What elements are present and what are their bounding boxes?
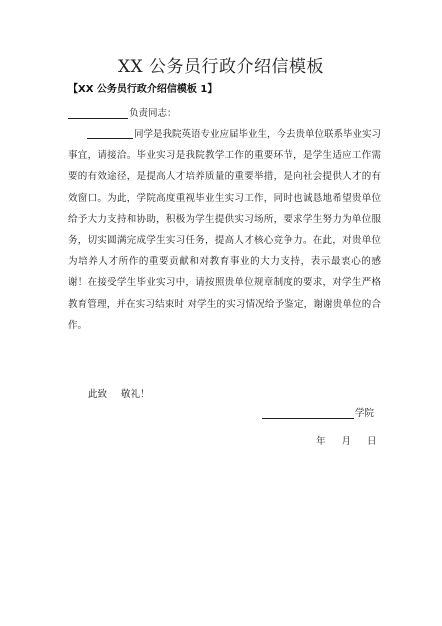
date-year: 年 (316, 436, 326, 447)
document-title: XX 公务员行政介绍信模板 (117, 57, 325, 77)
date-line (316, 433, 377, 447)
date-day: 日 (367, 436, 377, 447)
school-name-blank-line (262, 407, 354, 419)
salutation-text: 负责同志： (129, 108, 177, 119)
date-month: 月 (341, 436, 352, 447)
template-subtitle: 【XX 公务员行政介绍信模板 1】 (68, 84, 218, 95)
signature (262, 405, 374, 419)
salutation (68, 105, 177, 119)
signature-suffix: 学院 (355, 408, 375, 419)
letter-body-text: 同学是我院英语专业应届毕业生，今去贵单位联系毕业实习事宜，请接洽。毕业实习是我院教学工作的重要环节，是学生适应工作需要的有效途径，是提高人才培养质量的重要举措，是向社会提供人才的有效窗口。为此，学院高度重视毕业生实习工作，同时也诚恳地希望贵单位给予大力支持和协助，积极为学生提供实习场所，要求学生努力为单位服务，切实圆满完成学生实习任务，提高人才核心竞争力。在此，对贵单位为培养人才所作的重要贡献和对教育事业的大力支持，表示最衷心的感谢！在接受学生毕业实习中，请按照贵单位规章制度的要求，对学生严格教育管理，并在实习结束时 对学生的实习情况给予鉴定，谢谢贵单位的合作。 (68, 129, 382, 331)
student-name-blank-line (87, 127, 133, 139)
closing-jingli: 敬礼！ (121, 389, 150, 400)
recipient-blank-line (68, 107, 128, 119)
letter-body (68, 124, 381, 336)
closing (88, 386, 150, 400)
closing-cizhi: 此致 (88, 389, 108, 400)
